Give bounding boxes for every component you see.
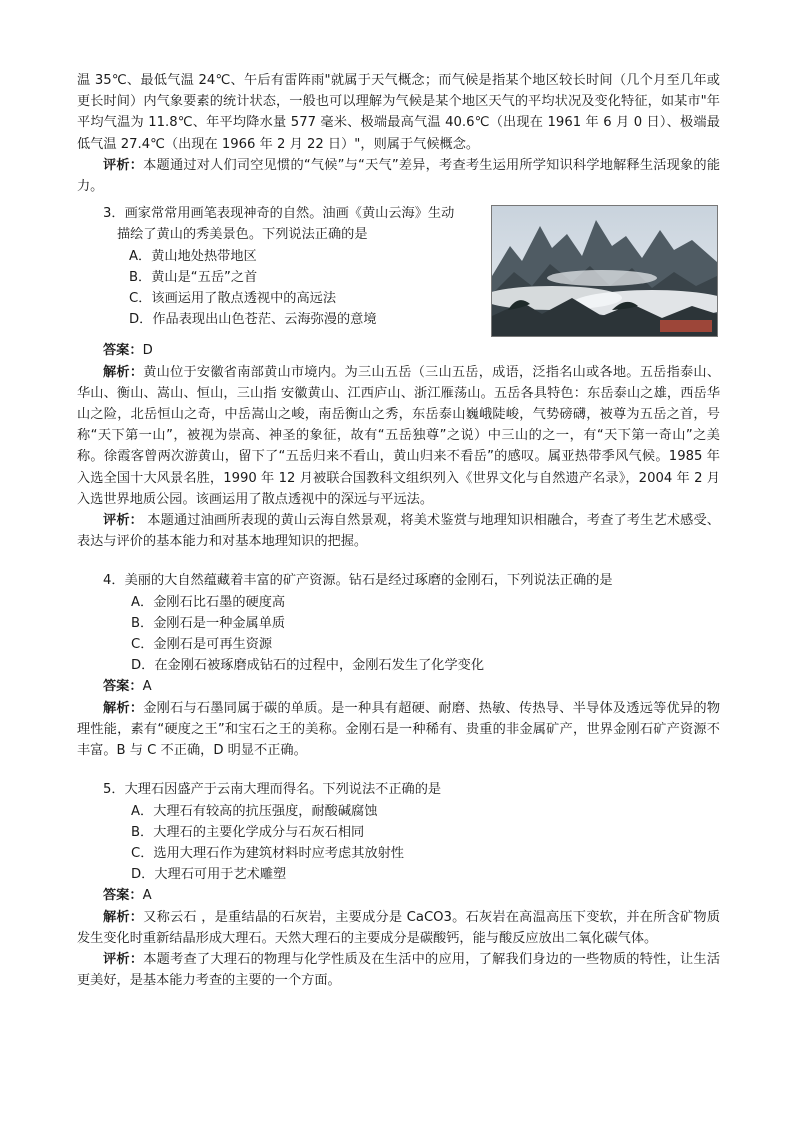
question-3-option-d: D．作品表现出山色苍茫、云海弥漫的意境 [129,312,377,328]
answer-label: 答案： [103,888,143,904]
question-4 [77,570,720,676]
question-4-analysis [77,698,720,762]
question-4-option-b: B．金刚石是一种金属单质 [131,615,286,631]
question-3-stem-line1: 3．画家常常用画笔表现神奇的自然。油画《黄山云海》生动 [103,206,455,222]
question-3-analysis [77,362,720,510]
question-3-option-b: B．黄山是“五岳”之首 [129,269,258,285]
answer-label: 答案： [103,679,143,695]
question-5-stem: 5．大理石因盛产于云南大理而得名。下列说法不正确的是 [103,782,442,798]
question-5-option-a: A．大理石有较高的抗压强度，耐酸碱腐蚀 [131,803,378,819]
question-3-option-c: C．该画运用了散点透视中的高远法 [129,291,337,307]
question-4-answer [77,676,720,697]
painting-illustration [492,206,717,336]
answer-value: A [142,888,152,904]
answer-label: 答案： [103,343,143,359]
question-3-option-a: A．黄山地处热带地区 [129,248,257,264]
question-5-option-c: C．选用大理石作为建筑材料时应考虑其放射性 [131,845,404,861]
comment-label: 评析： [103,157,144,173]
question-4-stem: 4．美丽的大自然蕴藏着丰富的矿产资源。钻石是经过琢磨的金刚石，下列说法正确的是 [103,573,613,589]
question-3-answer [77,340,720,361]
question-4-option-a: A．金刚石比石墨的硬度高 [131,594,286,610]
analysis-label: 解析： [103,364,144,380]
question-5-option-b: B．大理石的主要化学成分与石灰石相同 [131,824,365,840]
question-5-analysis [77,907,720,949]
document-page [77,70,720,991]
comment-text: 本题通过油画所表现的黄山云海自然景观，将美术鉴赏与地理知识相融合，考查了考生艺术感受、表达与评价的基本能力和对基本地理知识的把握。 [77,513,720,550]
question-5-answer [77,885,720,906]
question-5 [77,779,720,885]
comment-label: 评析： [103,951,144,967]
question-3-stem-line2: 描绘了黄山的秀美景色。下列说法正确的是 [117,227,368,243]
comment-text: 本题通过对人们司空见惯的“气候”与“天气”差异，考查考生运用所学知识科学地解释生活现象的能力。 [77,157,721,195]
comment-text: 本题考查了大理石的物理与化学性质及在生活中的应用，了解我们身边的一些物质的特性，让生活更美好，是基本能力考查的主要的一个方面。 [77,951,721,989]
question-5-option-d: D．大理石可用于艺术雕塑 [131,867,287,883]
question-4-option-d: D．在金刚石被琢磨成钻石的过程中，金刚石发生了化学变化 [131,658,485,674]
intro-paragraph: 温 35℃、最低气温 24℃、午后有雷阵雨"就属于天气概念；而气候是指某个地区较长时间（几个月至几年或更长时间）内气象要素的统计状态，一般也可以理解为气候是某个地区天气的平均状况及变化特征，如某市"年平均气温为 11.8℃、年平均降水量 577 毫米、极端最高气温 40.6℃（出现在 1961 年 6 月 0 日）、极端最低气温 27.4℃（出现在 1966 年 2 月 22 日）"，则属于气候概念。 [77,73,720,152]
comment-label: 评析： [103,513,143,529]
answer-value: A [142,679,152,695]
question-3-comment [77,510,720,552]
analysis-text: 又称云石 ，是重结晶的石灰岩，主要成分是 CaCO3。石灰岩在高温高压下变软，并在所含矿物质发生变化时重新结晶形成大理石。天然大理石的主要成分是碳酸钙，能与酸反应放出二氧化碳气体。 [77,909,721,946]
question-3 [77,203,720,330]
question-5-comment [77,949,720,991]
analysis-text: 黄山位于安徽省南部黄山市境内。为三山五岳（三山五岳，成语，泛指名山或各地。五岳指泰山、华山、衡山、嵩山、恒山，三山指 安徽黄山、江西庐山、浙江雁荡山。五岳各具特色：东岳泰山之雄，西岳华山之险，北岳恒山之奇，中岳嵩山之峻，南岳衡山之秀，东岳泰山巍峨陡峻，气势磅礴，被尊为五岳之首，号称“天下第一山”，被视为崇高、神圣的象征，故有“五岳独尊”之说）中三山的之一，有“天下第一奇山”之美称。徐霞客曾两次游黄山，留下了“五岳归来不看山，黄山归来不看岳”的感叹。属亚热带季风气候。1985 年入选全国十大风景名胜，1990 年 12 月被联合国教科文组织列入《世界文化与自然遗产名录》，2004 年 2 月入选世界地质公园。该画运用了散点透视中的深远与平远法。 [77,364,721,507]
analysis-label: 解析： [103,700,144,716]
answer-value: D [142,343,153,359]
question-4-option-c: C．金刚石是可再生资源 [131,637,273,653]
intro-comment [77,155,720,197]
analysis-label: 解析： [103,909,144,925]
huangshan-painting-image [491,205,718,337]
analysis-text: 金刚石与石墨同属于碳的单质。是一种具有超硬、耐磨、热敏、传热导、半导体及透远等优异的物理性能，素有“硬度之王”和宝石之王的美称。金刚石是一种稀有、贵重的非金属矿产，世界金刚石矿产资源不丰富。B 与 C 不正确，D 明显不正确。 [77,700,721,759]
